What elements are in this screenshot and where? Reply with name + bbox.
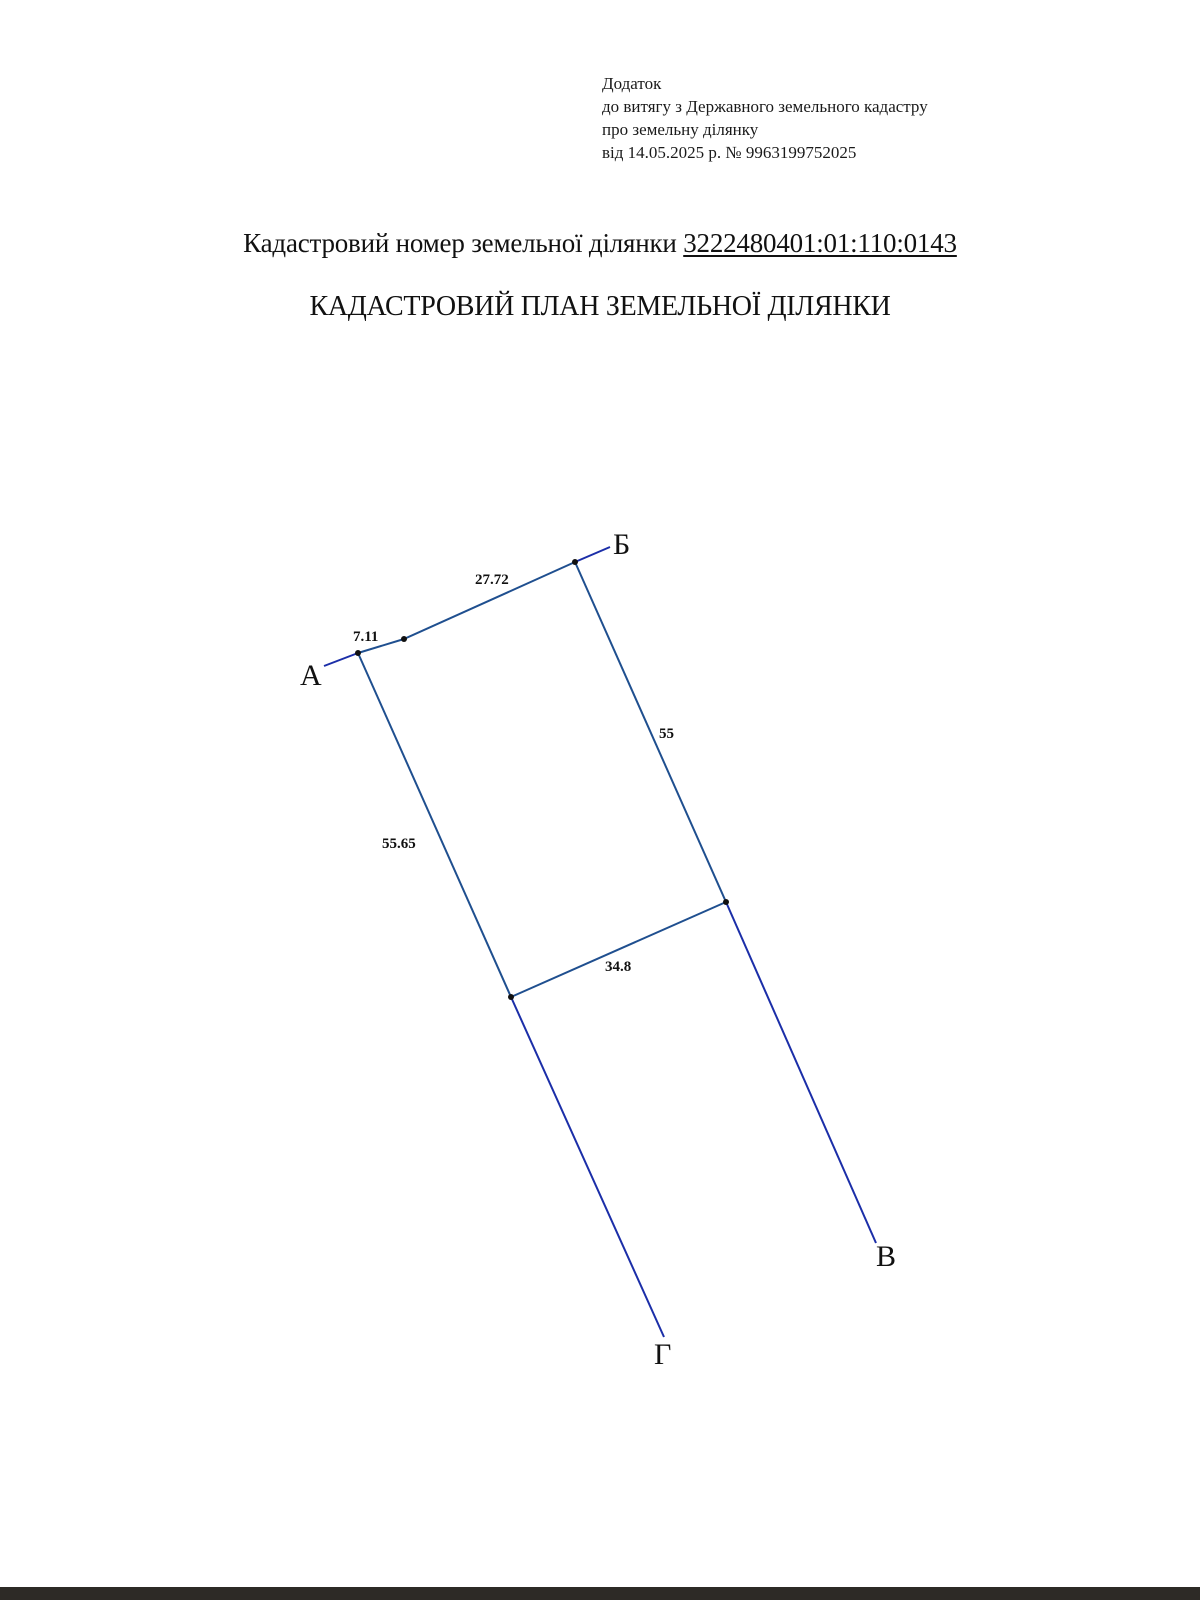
appendix-subject: про земельну ділянку: [602, 120, 759, 139]
dimension-bottom: 34.8: [605, 959, 632, 975]
cadastral-number: 3222480401:01:110:0143: [683, 228, 957, 258]
cadastral-number-label: Кадастровий номер земельної ділянки: [243, 228, 677, 258]
dimension-top-long: 27.72: [475, 572, 509, 588]
parcel-edge-right: [575, 562, 726, 902]
plan-title: КАДАСТРОВИЙ ПЛАН ЗЕМЕЛЬНОЇ ДІЛЯНКИ: [309, 291, 891, 322]
vertex-3: [572, 559, 578, 565]
appendix-reference: до витягу з Державного земельного кадастру: [602, 97, 928, 116]
vertex-4: [723, 899, 729, 905]
parcel-edge-left: [358, 653, 511, 997]
boundary-extension-b: [575, 547, 610, 562]
point-label-v: В: [876, 1240, 897, 1273]
boundary-extension-a: [324, 653, 358, 666]
boundary-line-to-g: [511, 997, 664, 1337]
bottom-edge-bar: [0, 1587, 1200, 1600]
boundary-line-to-v: [726, 902, 876, 1243]
dimension-left: 55.65: [382, 836, 416, 852]
point-label-g: Г: [654, 1338, 672, 1371]
point-label-b: Б: [613, 528, 631, 561]
appendix-title: Додаток: [602, 74, 662, 93]
point-label-a: А: [300, 659, 322, 692]
vertex-5: [508, 994, 514, 1000]
vertex-2: [401, 636, 407, 642]
parcel-edge-bottom: [511, 902, 726, 997]
appendix-date-number: від 14.05.2025 р. № 9963199752025: [602, 143, 857, 162]
dimension-right: 55: [659, 726, 674, 742]
dimension-top-short: 7.11: [353, 629, 379, 645]
vertex-1: [355, 650, 361, 656]
